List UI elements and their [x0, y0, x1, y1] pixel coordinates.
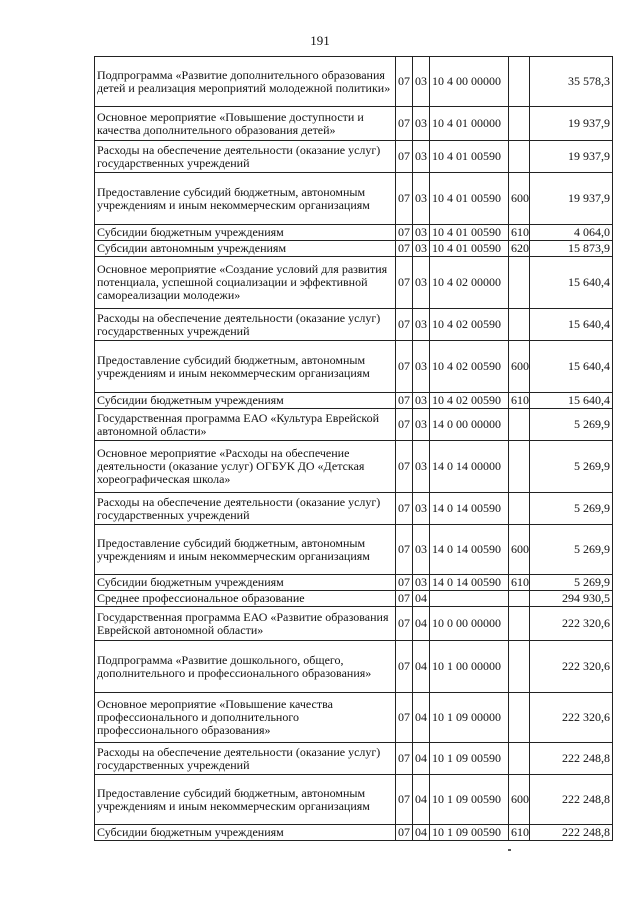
- line-item-name: Основное мероприятие «Создание условий для развития потенциала, успешной социализации и эффективной самореализации молодежи»: [95, 257, 396, 309]
- subsection-code: 03: [413, 525, 430, 575]
- table-row: [95, 141, 613, 173]
- table-row: [95, 173, 613, 225]
- section-code: 07: [396, 107, 413, 141]
- line-item-name: Подпрограмма «Развитие дополнительного образования детей и реализация мероприятий молодежной политики»: [95, 57, 396, 107]
- expense-type-code: [509, 141, 530, 173]
- budget-table: [94, 56, 613, 841]
- subsection-code: 03: [413, 241, 430, 257]
- subsection-code: 04: [413, 641, 430, 693]
- expense-type-code: [509, 107, 530, 141]
- budget-table-body: [95, 57, 613, 841]
- expense-type-code: [509, 607, 530, 641]
- section-code: 07: [396, 575, 413, 591]
- section-code: 07: [396, 241, 413, 257]
- amount-value: 222 248,8: [530, 825, 613, 841]
- line-item-name: Предоставление субсидий бюджетным, автономным учреждениям и иным некоммерческим организациям: [95, 173, 396, 225]
- subsection-code: 03: [413, 309, 430, 341]
- target-article-code: 10 4 02 00000: [430, 257, 509, 309]
- expense-type-code: 600: [509, 341, 530, 393]
- table-row: [95, 341, 613, 393]
- table-row: [95, 591, 613, 607]
- target-article-code: 10 4 01 00000: [430, 107, 509, 141]
- table-row: [95, 607, 613, 641]
- table-row: [95, 441, 613, 493]
- subsection-code: 03: [413, 257, 430, 309]
- amount-value: 19 937,9: [530, 141, 613, 173]
- target-article-code: 10 1 09 00000: [430, 693, 509, 743]
- section-code: 07: [396, 825, 413, 841]
- line-item-name: Субсидии бюджетным учреждениям: [95, 225, 396, 241]
- table-row: [95, 57, 613, 107]
- section-code: 07: [396, 257, 413, 309]
- section-code: 07: [396, 607, 413, 641]
- table-row: [95, 775, 613, 825]
- line-item-name: Государственная программа ЕАО «Культура Еврейской автономной области»: [95, 409, 396, 441]
- line-item-name: Основное мероприятие «Повышение качества профессионального и дополнительного профессионального образования»: [95, 693, 396, 743]
- section-code: 07: [396, 393, 413, 409]
- expense-type-code: 620: [509, 241, 530, 257]
- expense-type-code: 610: [509, 825, 530, 841]
- line-item-name: Предоставление субсидий бюджетным, автономным учреждениям и иным некоммерческим организациям: [95, 525, 396, 575]
- table-row: [95, 241, 613, 257]
- expense-type-code: [509, 591, 530, 607]
- target-article-code: 10 4 02 00590: [430, 309, 509, 341]
- expense-type-code: [509, 57, 530, 107]
- target-article-code: 10 4 02 00590: [430, 341, 509, 393]
- target-article-code: 10 1 09 00590: [430, 825, 509, 841]
- line-item-name: Субсидии бюджетным учреждениям: [95, 575, 396, 591]
- subsection-code: 03: [413, 409, 430, 441]
- section-code: 07: [396, 693, 413, 743]
- line-item-name: Основное мероприятие «Расходы на обеспечение деятельности (оказание услуг) ОГБУК ДО «Детская хореографическая школа»: [95, 441, 396, 493]
- line-item-name: Субсидии бюджетным учреждениям: [95, 393, 396, 409]
- line-item-name: Субсидии бюджетным учреждениям: [95, 825, 396, 841]
- amount-value: 5 269,9: [530, 575, 613, 591]
- line-item-name: Государственная программа ЕАО «Развитие образования Еврейской автономной области»: [95, 607, 396, 641]
- amount-value: 222 248,8: [530, 775, 613, 825]
- line-item-name: Расходы на обеспечение деятельности (оказание услуг) государственных учреждений: [95, 493, 396, 525]
- subsection-code: 03: [413, 441, 430, 493]
- target-article-code: 14 0 14 00590: [430, 525, 509, 575]
- amount-value: 15 640,4: [530, 309, 613, 341]
- expense-type-code: [509, 493, 530, 525]
- amount-value: 5 269,9: [530, 493, 613, 525]
- expense-type-code: [509, 309, 530, 341]
- target-article-code: 10 1 09 00590: [430, 775, 509, 825]
- subsection-code: 04: [413, 825, 430, 841]
- section-code: 07: [396, 641, 413, 693]
- target-article-code: 14 0 14 00590: [430, 493, 509, 525]
- table-row: [95, 825, 613, 841]
- subsection-code: 03: [413, 107, 430, 141]
- line-item-name: Предоставление субсидий бюджетным, автономным учреждениям и иным некоммерческим организациям: [95, 341, 396, 393]
- table-row: [95, 525, 613, 575]
- expense-type-code: 600: [509, 173, 530, 225]
- subsection-code: 03: [413, 225, 430, 241]
- target-article-code: 10 1 00 00000: [430, 641, 509, 693]
- target-article-code: 10 4 01 00590: [430, 141, 509, 173]
- section-code: 07: [396, 225, 413, 241]
- section-code: 07: [396, 775, 413, 825]
- scan-speck: [508, 849, 511, 851]
- expense-type-code: [509, 441, 530, 493]
- subsection-code: 03: [413, 393, 430, 409]
- expense-type-code: 610: [509, 393, 530, 409]
- amount-value: 222 248,8: [530, 743, 613, 775]
- amount-value: 4 064,0: [530, 225, 613, 241]
- amount-value: 19 937,9: [530, 173, 613, 225]
- section-code: 07: [396, 173, 413, 225]
- target-article-code: 10 4 02 00590: [430, 393, 509, 409]
- line-item-name: Расходы на обеспечение деятельности (оказание услуг) государственных учреждений: [95, 309, 396, 341]
- target-article-code: 14 0 14 00590: [430, 575, 509, 591]
- target-article-code: 10 1 09 00590: [430, 743, 509, 775]
- amount-value: 15 640,4: [530, 257, 613, 309]
- expense-type-code: 600: [509, 775, 530, 825]
- line-item-name: Субсидии автономным учреждениям: [95, 241, 396, 257]
- target-article-code: 10 0 00 00000: [430, 607, 509, 641]
- table-row: [95, 493, 613, 525]
- target-article-code: 10 4 01 00590: [430, 173, 509, 225]
- target-article-code: 14 0 14 00000: [430, 441, 509, 493]
- subsection-code: 04: [413, 591, 430, 607]
- table-row: [95, 693, 613, 743]
- line-item-name: Среднее профессиональное образование: [95, 591, 396, 607]
- table-row: [95, 257, 613, 309]
- subsection-code: 03: [413, 57, 430, 107]
- line-item-name: Основное мероприятие «Повышение доступности и качества дополнительного образования детей»: [95, 107, 396, 141]
- table-row: [95, 743, 613, 775]
- subsection-code: 03: [413, 173, 430, 225]
- amount-value: 222 320,6: [530, 607, 613, 641]
- subsection-code: 03: [413, 141, 430, 173]
- expense-type-code: 610: [509, 225, 530, 241]
- subsection-code: 03: [413, 341, 430, 393]
- amount-value: 35 578,3: [530, 57, 613, 107]
- amount-value: 222 320,6: [530, 641, 613, 693]
- table-row: [95, 393, 613, 409]
- target-article-code: 10 4 00 00000: [430, 57, 509, 107]
- line-item-name: Подпрограмма «Развитие дошкольного, общего, дополнительного и профессионального образования»: [95, 641, 396, 693]
- subsection-code: 03: [413, 575, 430, 591]
- section-code: 07: [396, 309, 413, 341]
- expense-type-code: [509, 257, 530, 309]
- table-row: [95, 107, 613, 141]
- expense-type-code: 600: [509, 525, 530, 575]
- section-code: 07: [396, 525, 413, 575]
- table-row: [95, 575, 613, 591]
- line-item-name: Предоставление субсидий бюджетным, автономным учреждениям и иным некоммерческим организациям: [95, 775, 396, 825]
- target-article-code: 10 4 01 00590: [430, 225, 509, 241]
- target-article-code: 10 4 01 00590: [430, 241, 509, 257]
- table-row: [95, 309, 613, 341]
- table-row: [95, 641, 613, 693]
- amount-value: 19 937,9: [530, 107, 613, 141]
- section-code: 07: [396, 591, 413, 607]
- section-code: 07: [396, 341, 413, 393]
- target-article-code: 14 0 00 00000: [430, 409, 509, 441]
- amount-value: 5 269,9: [530, 525, 613, 575]
- section-code: 07: [396, 409, 413, 441]
- subsection-code: 04: [413, 607, 430, 641]
- section-code: 07: [396, 57, 413, 107]
- amount-value: 5 269,9: [530, 409, 613, 441]
- line-item-name: Расходы на обеспечение деятельности (оказание услуг) государственных учреждений: [95, 743, 396, 775]
- expense-type-code: [509, 409, 530, 441]
- expense-type-code: 610: [509, 575, 530, 591]
- line-item-name: Расходы на обеспечение деятельности (оказание услуг) государственных учреждений: [95, 141, 396, 173]
- section-code: 07: [396, 743, 413, 775]
- subsection-code: 04: [413, 743, 430, 775]
- amount-value: 15 640,4: [530, 341, 613, 393]
- expense-type-code: [509, 743, 530, 775]
- amount-value: 5 269,9: [530, 441, 613, 493]
- subsection-code: 04: [413, 775, 430, 825]
- subsection-code: 04: [413, 693, 430, 743]
- expense-type-code: [509, 693, 530, 743]
- amount-value: 15 873,9: [530, 241, 613, 257]
- page-number: 191: [310, 33, 330, 48]
- target-article-code: [430, 591, 509, 607]
- expense-type-code: [509, 641, 530, 693]
- table-row: [95, 225, 613, 241]
- subsection-code: 03: [413, 493, 430, 525]
- amount-value: 294 930,5: [530, 591, 613, 607]
- amount-value: 222 320,6: [530, 693, 613, 743]
- section-code: 07: [396, 141, 413, 173]
- section-code: 07: [396, 441, 413, 493]
- section-code: 07: [396, 493, 413, 525]
- amount-value: 15 640,4: [530, 393, 613, 409]
- table-row: [95, 409, 613, 441]
